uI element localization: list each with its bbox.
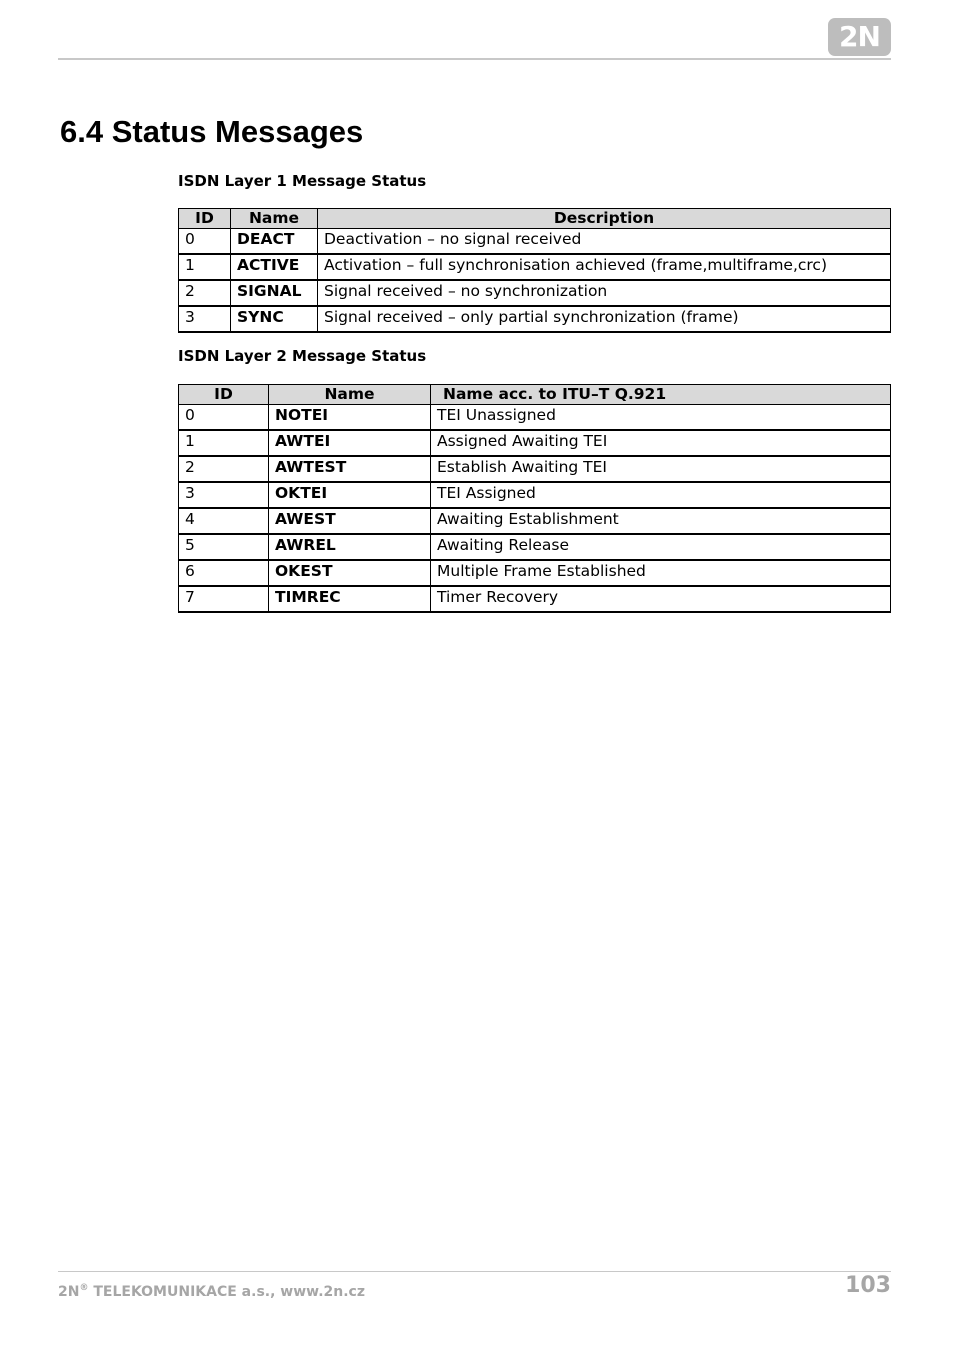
page-number: 103 xyxy=(845,1273,891,1298)
page-title: 6.4 Status Messages xyxy=(60,114,364,149)
column-header-itu-name: Name acc. to ITU–T Q.921 xyxy=(431,385,891,405)
cell-description: Signal received – no synchronization xyxy=(318,280,891,306)
column-header-description: Description xyxy=(318,209,891,229)
cell-name: ACTIVE xyxy=(231,254,318,280)
cell-name: OKTEI xyxy=(269,482,431,508)
cell-description: Awaiting Establishment xyxy=(431,508,891,534)
layer2-heading: ISDN Layer 2 Message Status xyxy=(178,347,427,365)
layer2-status-table xyxy=(178,384,891,613)
table-row xyxy=(179,306,891,332)
cell-name: AWTEST xyxy=(269,456,431,482)
table-row xyxy=(179,534,891,560)
table-row xyxy=(179,430,891,456)
cell-id: 2 xyxy=(179,456,269,482)
cell-description: Signal received – only partial synchronization (frame) xyxy=(318,306,891,332)
footer-company xyxy=(58,1278,365,1302)
cell-id: 1 xyxy=(179,254,231,280)
cell-id: 4 xyxy=(179,508,269,534)
cell-name: TIMREC xyxy=(269,586,431,612)
cell-name: OKEST xyxy=(269,560,431,586)
cell-id: 3 xyxy=(179,482,269,508)
cell-name: DEACT xyxy=(231,229,318,255)
cell-name: NOTEI xyxy=(269,405,431,431)
cell-id: 1 xyxy=(179,430,269,456)
column-header-name: Name xyxy=(231,209,318,229)
cell-id: 2 xyxy=(179,280,231,306)
cell-description: TEI Unassigned xyxy=(431,405,891,431)
cell-description: Assigned Awaiting TEI xyxy=(431,430,891,456)
footer-company-details: TELEKOMUNIKACE a.s., www.2n.cz xyxy=(88,1284,365,1300)
table-row xyxy=(179,280,891,306)
table-header-row xyxy=(179,209,891,229)
layer1-heading: ISDN Layer 1 Message Status xyxy=(178,172,427,190)
cell-id: 0 xyxy=(179,405,269,431)
logo-text: 2N xyxy=(839,20,880,53)
table-row xyxy=(179,456,891,482)
cell-id: 6 xyxy=(179,560,269,586)
cell-name: SYNC xyxy=(231,306,318,332)
cell-description: Timer Recovery xyxy=(431,586,891,612)
cell-name: AWREL xyxy=(269,534,431,560)
cell-description: Awaiting Release xyxy=(431,534,891,560)
column-header-id: ID xyxy=(179,385,269,405)
cell-description: TEI Assigned xyxy=(431,482,891,508)
footer-brand: 2N xyxy=(58,1284,80,1300)
cell-name: AWTEI xyxy=(269,430,431,456)
column-header-id: ID xyxy=(179,209,231,229)
table-row xyxy=(179,229,891,255)
cell-id: 3 xyxy=(179,306,231,332)
layer1-status-table xyxy=(178,208,891,333)
column-header-name: Name xyxy=(269,385,431,405)
cell-id: 7 xyxy=(179,586,269,612)
cell-description: Activation – full synchronisation achieved (frame,multiframe,crc) xyxy=(318,254,891,280)
table-row xyxy=(179,560,891,586)
footer-divider xyxy=(58,1271,891,1272)
table-row xyxy=(179,254,891,280)
cell-name: AWEST xyxy=(269,508,431,534)
table-row xyxy=(179,508,891,534)
table-row xyxy=(179,482,891,508)
cell-id: 5 xyxy=(179,534,269,560)
table-row xyxy=(179,586,891,612)
brand-logo xyxy=(828,18,891,56)
cell-id: 0 xyxy=(179,229,231,255)
table-header-row xyxy=(179,385,891,405)
table-row xyxy=(179,405,891,431)
registered-mark: ® xyxy=(79,1283,89,1293)
header-divider xyxy=(58,58,891,60)
cell-description: Multiple Frame Established xyxy=(431,560,891,586)
cell-description: Deactivation – no signal received xyxy=(318,229,891,255)
cell-description: Establish Awaiting TEI xyxy=(431,456,891,482)
cell-name: SIGNAL xyxy=(231,280,318,306)
